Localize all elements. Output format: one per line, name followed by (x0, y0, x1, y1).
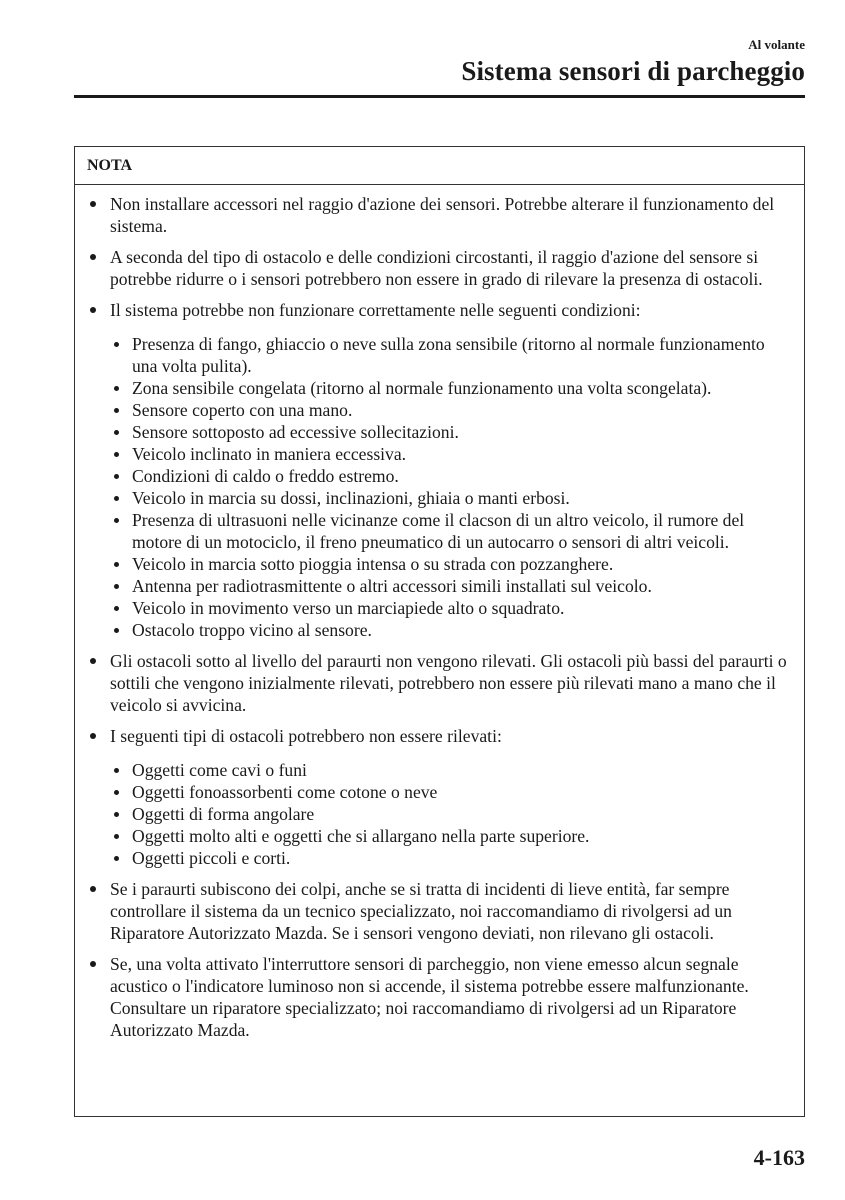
note-subitem: Ostacolo troppo vicino al sensore. (110, 619, 792, 641)
note-item (87, 299, 792, 641)
note-box (74, 146, 805, 1117)
note-subitem: Veicolo inclinato in maniera eccessiva. (110, 443, 792, 465)
section-label: Al volante (748, 37, 805, 52)
note-item-text: Se, una volta attivato l'interruttore sensori di parcheggio, non viene emesso alcun segnale acustico o l'indicatore luminoso non si accende, il sistema potrebbe essere malfunzionante. Consultare un riparatore specializzato; noi raccomandiamo di rivolgersi ad un Riparatore Autorizzato Mazda. (110, 954, 749, 1040)
note-subitem: Veicolo in marcia sotto pioggia intensa o su strada con pozzanghere. (110, 553, 792, 575)
note-item (87, 650, 792, 716)
note-subitem: Oggetti piccoli e corti. (110, 847, 792, 869)
note-subitem: Sensore sottoposto ad eccessive sollecitazioni. (110, 421, 792, 443)
note-item (87, 953, 792, 1041)
note-item-text: I seguenti tipi di ostacoli potrebbero non essere rilevati: (110, 726, 502, 746)
note-subitem: Veicolo in marcia su dossi, inclinazioni, ghiaia o manti erbosi. (110, 487, 792, 509)
note-subitem: Oggetti molto alti e oggetti che si allargano nella parte superiore. (110, 825, 792, 847)
note-subitem: Presenza di fango, ghiaccio o neve sulla zona sensibile (ritorno al normale funzionamento una volta pulita). (110, 333, 792, 377)
note-subitem: Oggetti di forma angolare (110, 803, 792, 825)
note-item-text: Il sistema potrebbe non funzionare correttamente nelle seguenti condizioni: (110, 300, 641, 320)
page-number: 4-163 (753, 1145, 805, 1170)
note-item-text: Non installare accessori nel raggio d'azione dei sensori. Potrebbe alterare il funzionamento del sistema. (110, 194, 775, 236)
note-item-text: Gli ostacoli sotto al livello del paraurti non vengono rilevati. Gli ostacoli più bassi del paraurti o sottili che vengono inizialmente rilevati, potrebbero non essere più rilevati mano a mano che il veicolo si avvicina. (110, 651, 787, 715)
note-sublist (110, 759, 792, 869)
note-subitem: Oggetti come cavi o funi (110, 759, 792, 781)
note-sublist (110, 333, 792, 641)
note-subitem: Oggetti fonoassorbenti come cotone o neve (110, 781, 792, 803)
note-subitem: Veicolo in movimento verso un marciapiede alto o squadrato. (110, 597, 792, 619)
note-subitem: Condizioni di caldo o freddo estremo. (110, 465, 792, 487)
note-item (87, 725, 792, 869)
note-item (87, 193, 792, 237)
note-list (75, 185, 804, 1041)
note-heading: NOTA (75, 147, 804, 185)
note-subitem: Zona sensibile congelata (ritorno al normale funzionamento una volta scongelata). (110, 377, 792, 399)
note-item (87, 878, 792, 944)
note-subitem: Sensore coperto con una mano. (110, 399, 792, 421)
note-item-text: A seconda del tipo di ostacolo e delle condizioni circostanti, il raggio d'azione del sensore si potrebbe ridurre o i sensori potrebbero non essere in grado di rilevare la presenza di ostacoli. (110, 247, 763, 289)
page-title: Sistema sensori di parcheggio (461, 56, 805, 86)
note-item (87, 246, 792, 290)
note-item-text: Se i paraurti subiscono dei colpi, anche se si tratta di incidenti di lieve entità, far sempre controllare il sistema da un tecnico specializzato, noi raccomandiamo di rivolgersi ad un Riparatore Autorizzato Mazda. Se i sensori vengono deviati, non rilevano gli ostacoli. (110, 879, 732, 943)
title-rule (74, 95, 805, 98)
note-subitem: Presenza di ultrasuoni nelle vicinanze come il clacson di un altro veicolo, il rumore del motore di un motociclo, il freno pneumatico di un autocarro o sensori di altri veicoli. (110, 509, 792, 553)
note-subitem: Antenna per radiotrasmittente o altri accessori simili installati sul veicolo. (110, 575, 792, 597)
